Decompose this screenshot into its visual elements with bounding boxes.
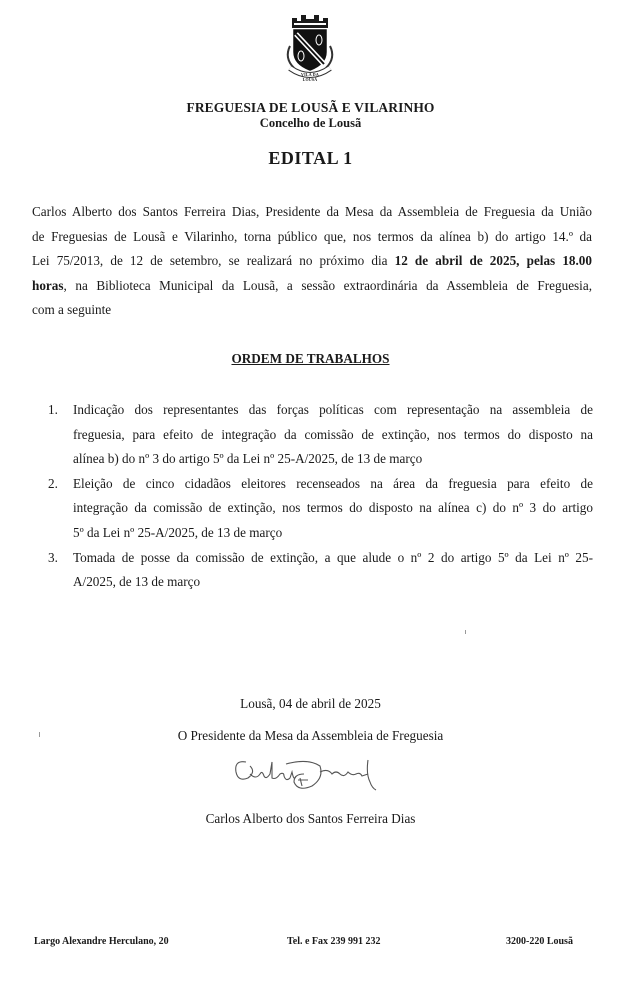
paragraph-text: Lei 75/2013, de 12 de setembro, se realizará no próximo dia [32,253,395,269]
announcement-paragraph [32,200,592,323]
agenda-item-number: 2. [48,475,58,491]
place-and-date: Lousã, 04 de abril de 2025 [240,696,381,711]
document-title: EDITAL 1 [268,148,353,168]
agenda-item-line: integração da comissão de extinção, nos termos do disposto na alínea c) do nº 3 do artigo [73,500,593,516]
paragraph-line: com a seguinte [32,302,112,318]
scan-speck [465,630,466,634]
paragraph-line: de Freguesias de Lousã e Vilarinho, torna público que, nos termos da alínea b) do artigo 14.º da [32,228,592,244]
paragraph-text: , na Biblioteca Municipal da Lousã, a sessão extraordinária da Assembleia de Freguesia, [63,277,592,293]
agenda-item-line: alínea b) do nº 3 do artigo 5º da Lei nº 25-A/2025, de 13 de março [73,451,423,467]
agenda-item-line: A/2025, de 13 de março [73,574,201,590]
meeting-date: 12 de abril de 2025, pelas 18.00 [394,253,592,269]
agenda-item [48,472,593,546]
agenda-item-number: 1. [48,402,58,417]
agenda-item [48,546,593,595]
agenda-list [48,398,593,595]
signer-name: Carlos Alberto dos Santos Ferreira Dias [205,811,416,826]
signature-svg [228,752,398,796]
organization-name: FREGUESIA DE LOUSÃ E VILARINHO [186,100,435,115]
municipality-name: Concelho de Lousã [259,116,362,130]
agenda-item-number: 3. [48,549,58,565]
signer-role: O Presidente da Mesa da Assembleia de Freguesia [177,728,444,743]
agenda-item-line: freguesia, para efeito de integração da comissão de extinção, nos termos do disposto na [73,426,593,442]
footer-postal-code: 3200-220 Lousã [506,936,573,947]
agenda-item-line: Indicação dos representantes das forças políticas com representação na assembleia de [73,402,593,417]
agenda-heading: ORDEM DE TRABALHOS [231,351,390,366]
meeting-time-unit: horas [32,277,64,293]
municipal-coat-of-arms-icon [276,6,344,86]
agenda-item [48,398,593,472]
handwritten-signature-icon [228,752,398,796]
agenda-item-line: Tomada de posse da comissão de extinção, a que alude o nº 2 do artigo 5º da Lei nº 25- [73,549,593,565]
footer-address: Largo Alexandre Herculano, 20 [34,936,169,947]
paragraph-line [32,249,592,274]
crest-motto: VILA DA LOUSÃ [301,72,319,82]
paragraph-line [32,274,592,299]
footer-phone: Tel. e Fax 239 991 232 [287,936,381,947]
scan-speck [39,732,40,737]
agenda-item-line: Eleição de cinco cidadãos eleitores recenseados na área da freguesia para efeito de [73,475,593,491]
agenda-item-line: 5º da Lei nº 25-A/2025, de 13 de março [73,524,283,540]
paragraph-line: Carlos Alberto dos Santos Ferreira Dias, Presidente da Mesa da Assembleia de Freguesia da União [32,204,592,219]
